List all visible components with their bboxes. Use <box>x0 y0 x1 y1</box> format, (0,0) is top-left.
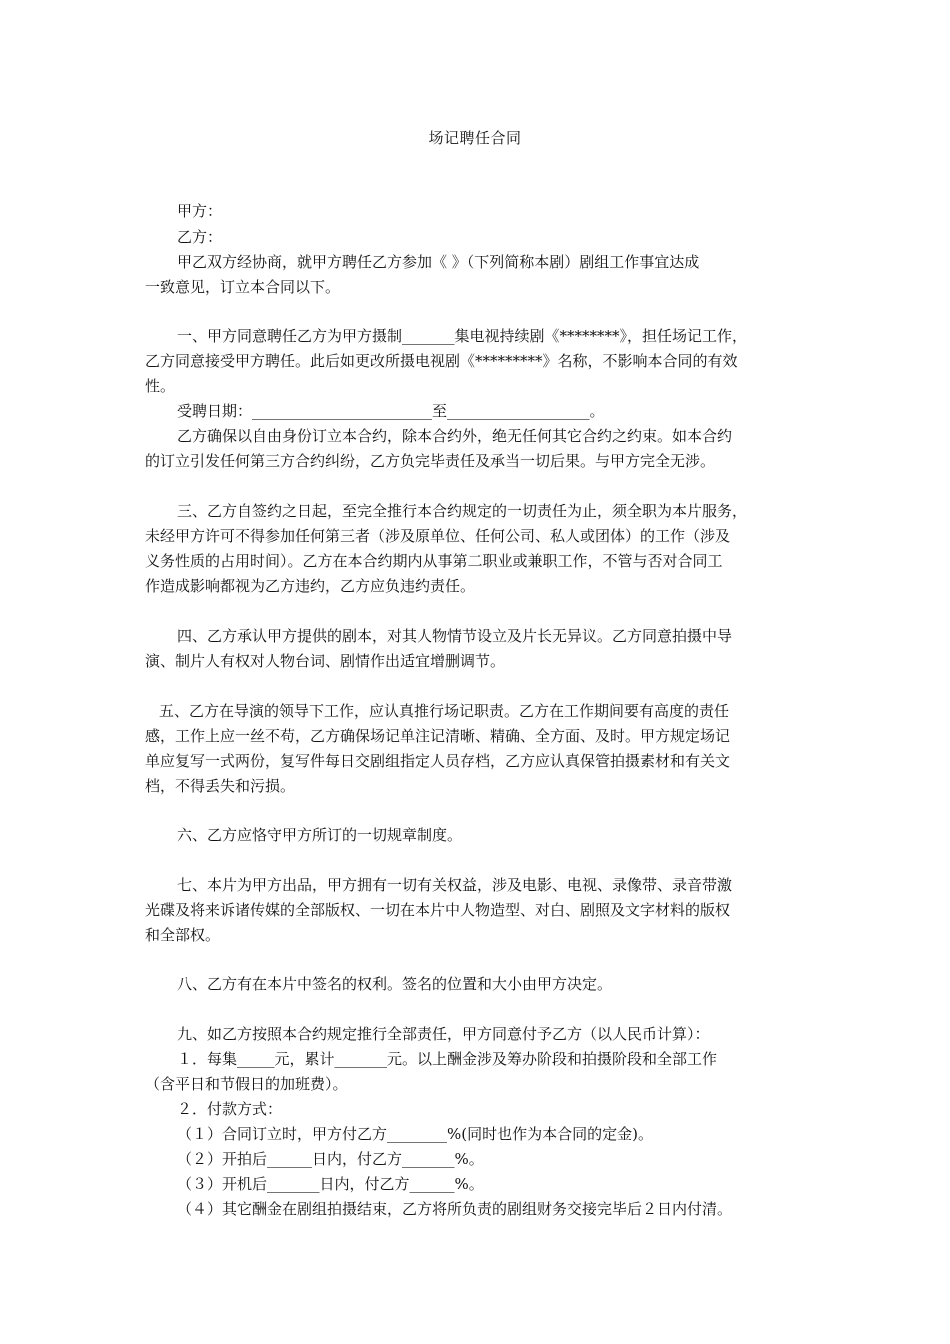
clause-4-line-1: 四、乙方承认甲方提供的剧本，对其人物情节设立及片长无异议。乙方同意拍摄中导 <box>177 627 733 645</box>
clause-8-line: 八、乙方有在本片中签名的权利。签名的位置和大小由甲方决定。 <box>177 975 613 993</box>
payment-term-2: （２）开拍后______日内，付乙方_______%。 <box>177 1150 484 1168</box>
clause-2-line-2: 的订立引发任何第三方合约纠纷，乙方负完毕责任及承当一切后果。与甲方完全无涉。 <box>145 452 716 470</box>
preamble-line-1: 甲乙双方经协商，就甲方聘任乙方参加《 》（下列简称本剧）剧组工作事宜达成 <box>177 253 700 271</box>
clause-1-line-1: 一、甲方同意聘任乙方为甲方摄制_______集电视持续剧《********》，担任场记工作， <box>177 327 748 345</box>
payment-term-1: （１）合同订立时，甲方付乙方________%(同时也作为本合同的定金)。 <box>177 1125 653 1143</box>
document-title: 场记聘任合同 <box>428 129 522 147</box>
clause-3-line-3: 义务性质的占用时间）。乙方在本合约期内从事第二职业或兼职工作，不管与否对合同工 <box>145 552 723 570</box>
clause-7-line-1: 七、本片为甲方出品，甲方拥有一切有关权益，涉及电影、电视、录像带、录音带激 <box>177 876 733 894</box>
clause-9-item-1-line-2: （含平日和节假日的加班费）。 <box>145 1075 348 1093</box>
clause-9-line-1: 九、如乙方按照本合约规定推行全部责任，甲方同意付予乙方（以人民币计算）： <box>177 1025 710 1043</box>
clause-5-line-3: 单应复写一式两份，复写件每日交剧组指定人员存档，乙方应认真保管拍摄素材和有关文 <box>145 752 731 770</box>
clause-2-line-1: 乙方确保以自由身份订立本合约，除本合约外，绝无任何其它合约之约束。如本合约 <box>177 427 733 445</box>
party-a-line: 甲方： <box>177 202 223 220</box>
clause-1-line-2: 乙方同意接受甲方聘任。此后如更改所摄电视剧《*********》名称，不影响本合同的有效 <box>145 352 738 370</box>
clause-3-line-1: 三、乙方自签约之日起，至完全推行本合约规定的一切责任为止，须全职为本片服务， <box>177 502 748 520</box>
clause-9-item-1-line-1: １．每集_____元，累计_______元。以上酬金涉及筹办阶段和拍摄阶段和全部工作 <box>177 1050 718 1068</box>
payment-term-3: （３）开机后_______日内，付乙方______%。 <box>177 1175 484 1193</box>
clause-5-line-1: 五、乙方在导演的领导下工作，应认真推行场记职责。乙方在工作期间要有高度的责任 <box>159 702 730 720</box>
party-b-line: 乙方： <box>177 228 223 246</box>
clause-4-line-2: 演、制片人有权对人物台词、剧情作出适宜增删调节。 <box>145 652 506 670</box>
clause-3-line-4: 作造成影响都视为乙方违约，乙方应负违约责任。 <box>145 577 476 595</box>
clause-7-line-2: 光碟及将来诉诸传媒的全部版权、一切在本片中人物造型、对白、剧照及文字材料的版权 <box>145 901 731 919</box>
clause-3-line-2: 未经甲方许可不得参加任何第三者（涉及原单位、任何公司、私人或团体）的工作（涉及 <box>145 527 731 545</box>
payment-term-4: （４）其它酬金在剧组拍摄结束，乙方将所负责的剧组财务交接完毕后２日内付清。 <box>177 1200 733 1218</box>
clause-5-line-4: 档，不得丢失和污损。 <box>145 777 296 795</box>
preamble-line-2: 一致意见，订立本合同以下。 <box>145 278 341 296</box>
clause-5-line-2: 感，工作上应一丝不苟，乙方确保场记单注记清晰、精确、全方面、及时。甲方规定场记 <box>145 727 731 745</box>
clause-9-item-2-line: ２．付款方式： <box>177 1100 283 1118</box>
clause-7-line-3: 和全部权。 <box>145 926 221 944</box>
clause-6-line: 六、乙方应恪守甲方所订的一切规章制度。 <box>177 826 463 844</box>
employment-period-line: 受聘日期：________________________至___________________。 <box>177 402 605 420</box>
clause-1-line-3: 性。 <box>145 377 176 395</box>
